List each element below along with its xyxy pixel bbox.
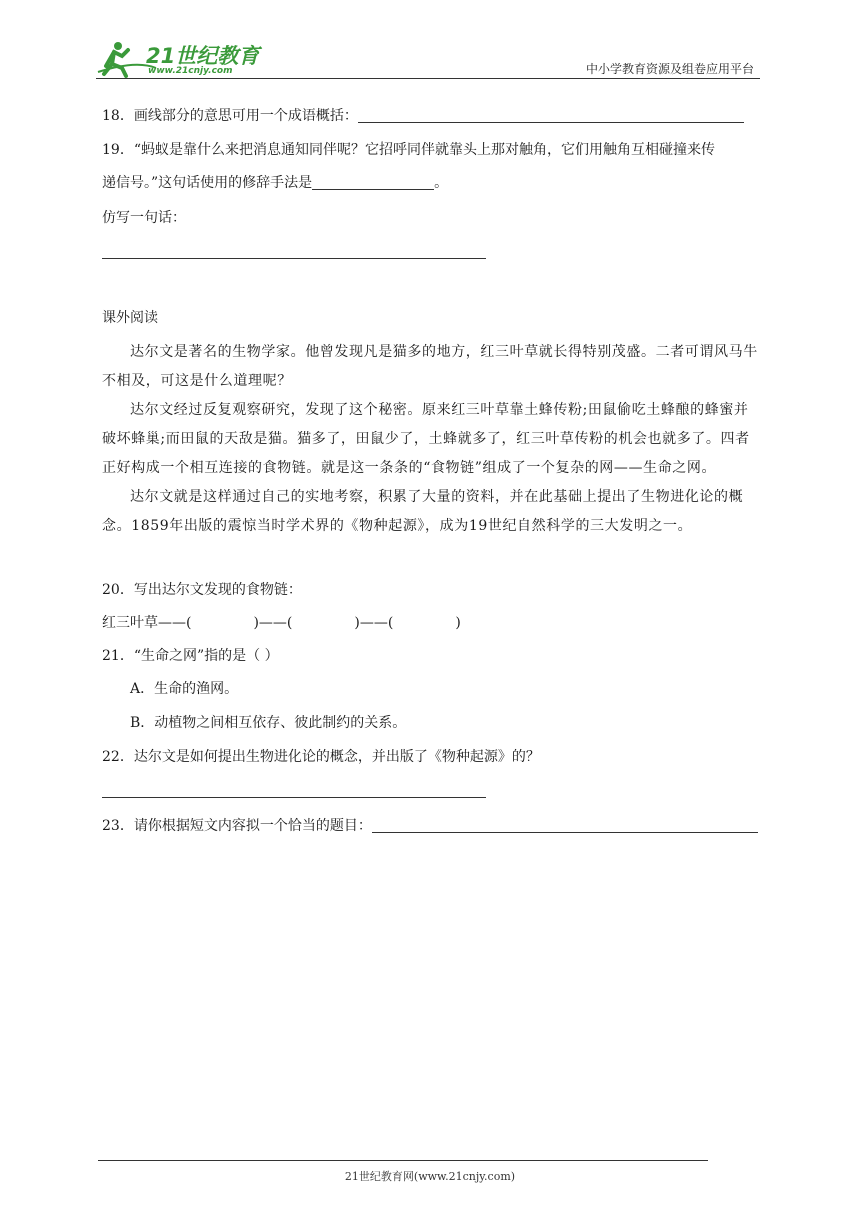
answer-line-22[interactable] <box>102 797 486 798</box>
question-23-text: 23．请你根据短文内容拟一个恰当的题目： <box>102 818 372 834</box>
answer-line-19-imitate[interactable] <box>102 258 486 259</box>
answer-blank-23[interactable] <box>372 818 758 833</box>
logo-text: 21世纪教育 <box>146 44 260 68</box>
question-19-line2 <box>102 173 448 193</box>
food-chain-link-2: )——( <box>354 615 394 631</box>
question-19-line1: 19．“蚂蚁是靠什么来把消息通知同伴呢？它招呼同伴就靠头上那对触角，它们用触角互相碰撞来传 <box>102 142 715 158</box>
question-19-prompt: 递信号。”这句话使用的修辞手法是 <box>102 175 313 191</box>
platform-name: 中小学教育资源及组卷应用平台 <box>585 62 754 76</box>
passage-paragraph-2: 达尔文经过反复观察研究，发现了这个秘密。原来红三叶草靠土蜂传粉;田鼠偷吃土蜂酿的蜂蜜并破坏蜂巢;而田鼠的天敌是猫。猫多了，田鼠少了，土蜂就多了，红三叶草传粉的机会也就多了。四者正好构成一个相互连接的食物链。就是这一条条的“食物链”组成了一个复杂的网——生命之网。 <box>102 402 750 476</box>
question-21: 21．“生命之网”指的是（ ） <box>102 648 279 664</box>
site-logo <box>96 38 266 80</box>
question-23 <box>102 816 758 836</box>
footer-text: 21世纪教育网(www.21cnjy.com) <box>344 1170 516 1183</box>
answer-blank-19[interactable] <box>312 175 434 190</box>
section-title: 课外阅读 <box>102 310 158 326</box>
imitate-prompt: 仿写一句话： <box>102 210 186 226</box>
reading-passage <box>102 338 762 541</box>
option-a[interactable]: A．生命的渔网。 <box>130 681 239 697</box>
food-chain-start: 红三叶草——( <box>102 615 192 631</box>
option-b[interactable]: B．动植物之间相互依存、彼此制约的关系。 <box>130 715 407 731</box>
passage-paragraph-3: 达尔文就是这样通过自己的实地考察，积累了大量的资料，并在此基础上提出了生物进化论的概念。1859年出版的震惊当时学术界的《物种起源》，成为19世纪自然科学的三大发明之一。 <box>102 489 744 534</box>
question-18-text: 18．画线部分的意思可用一个成语概括： <box>102 108 358 124</box>
question-18 <box>102 106 744 126</box>
answer-blank-18[interactable] <box>358 108 744 123</box>
food-chain-answer <box>102 613 461 633</box>
logo-url: www.21cnjy.com <box>148 66 233 76</box>
food-chain-end: ) <box>455 615 461 631</box>
header-divider <box>96 78 760 79</box>
passage-paragraph-1: 达尔文是著名的生物学家。他曾发现凡是猫多的地方，红三叶草就长得特别茂盛。二者可谓风马牛不相及，可这是什么道理呢？ <box>102 344 758 389</box>
footer-divider <box>98 1160 708 1161</box>
question-22: 22．达尔文是如何提出生物进化论的概念，并出版了《物种起源》的？ <box>102 749 540 765</box>
food-chain-link-1: )——( <box>253 615 293 631</box>
question-20: 20．写出达尔文发现的食物链： <box>102 582 302 598</box>
question-19-period: 。 <box>434 175 449 191</box>
